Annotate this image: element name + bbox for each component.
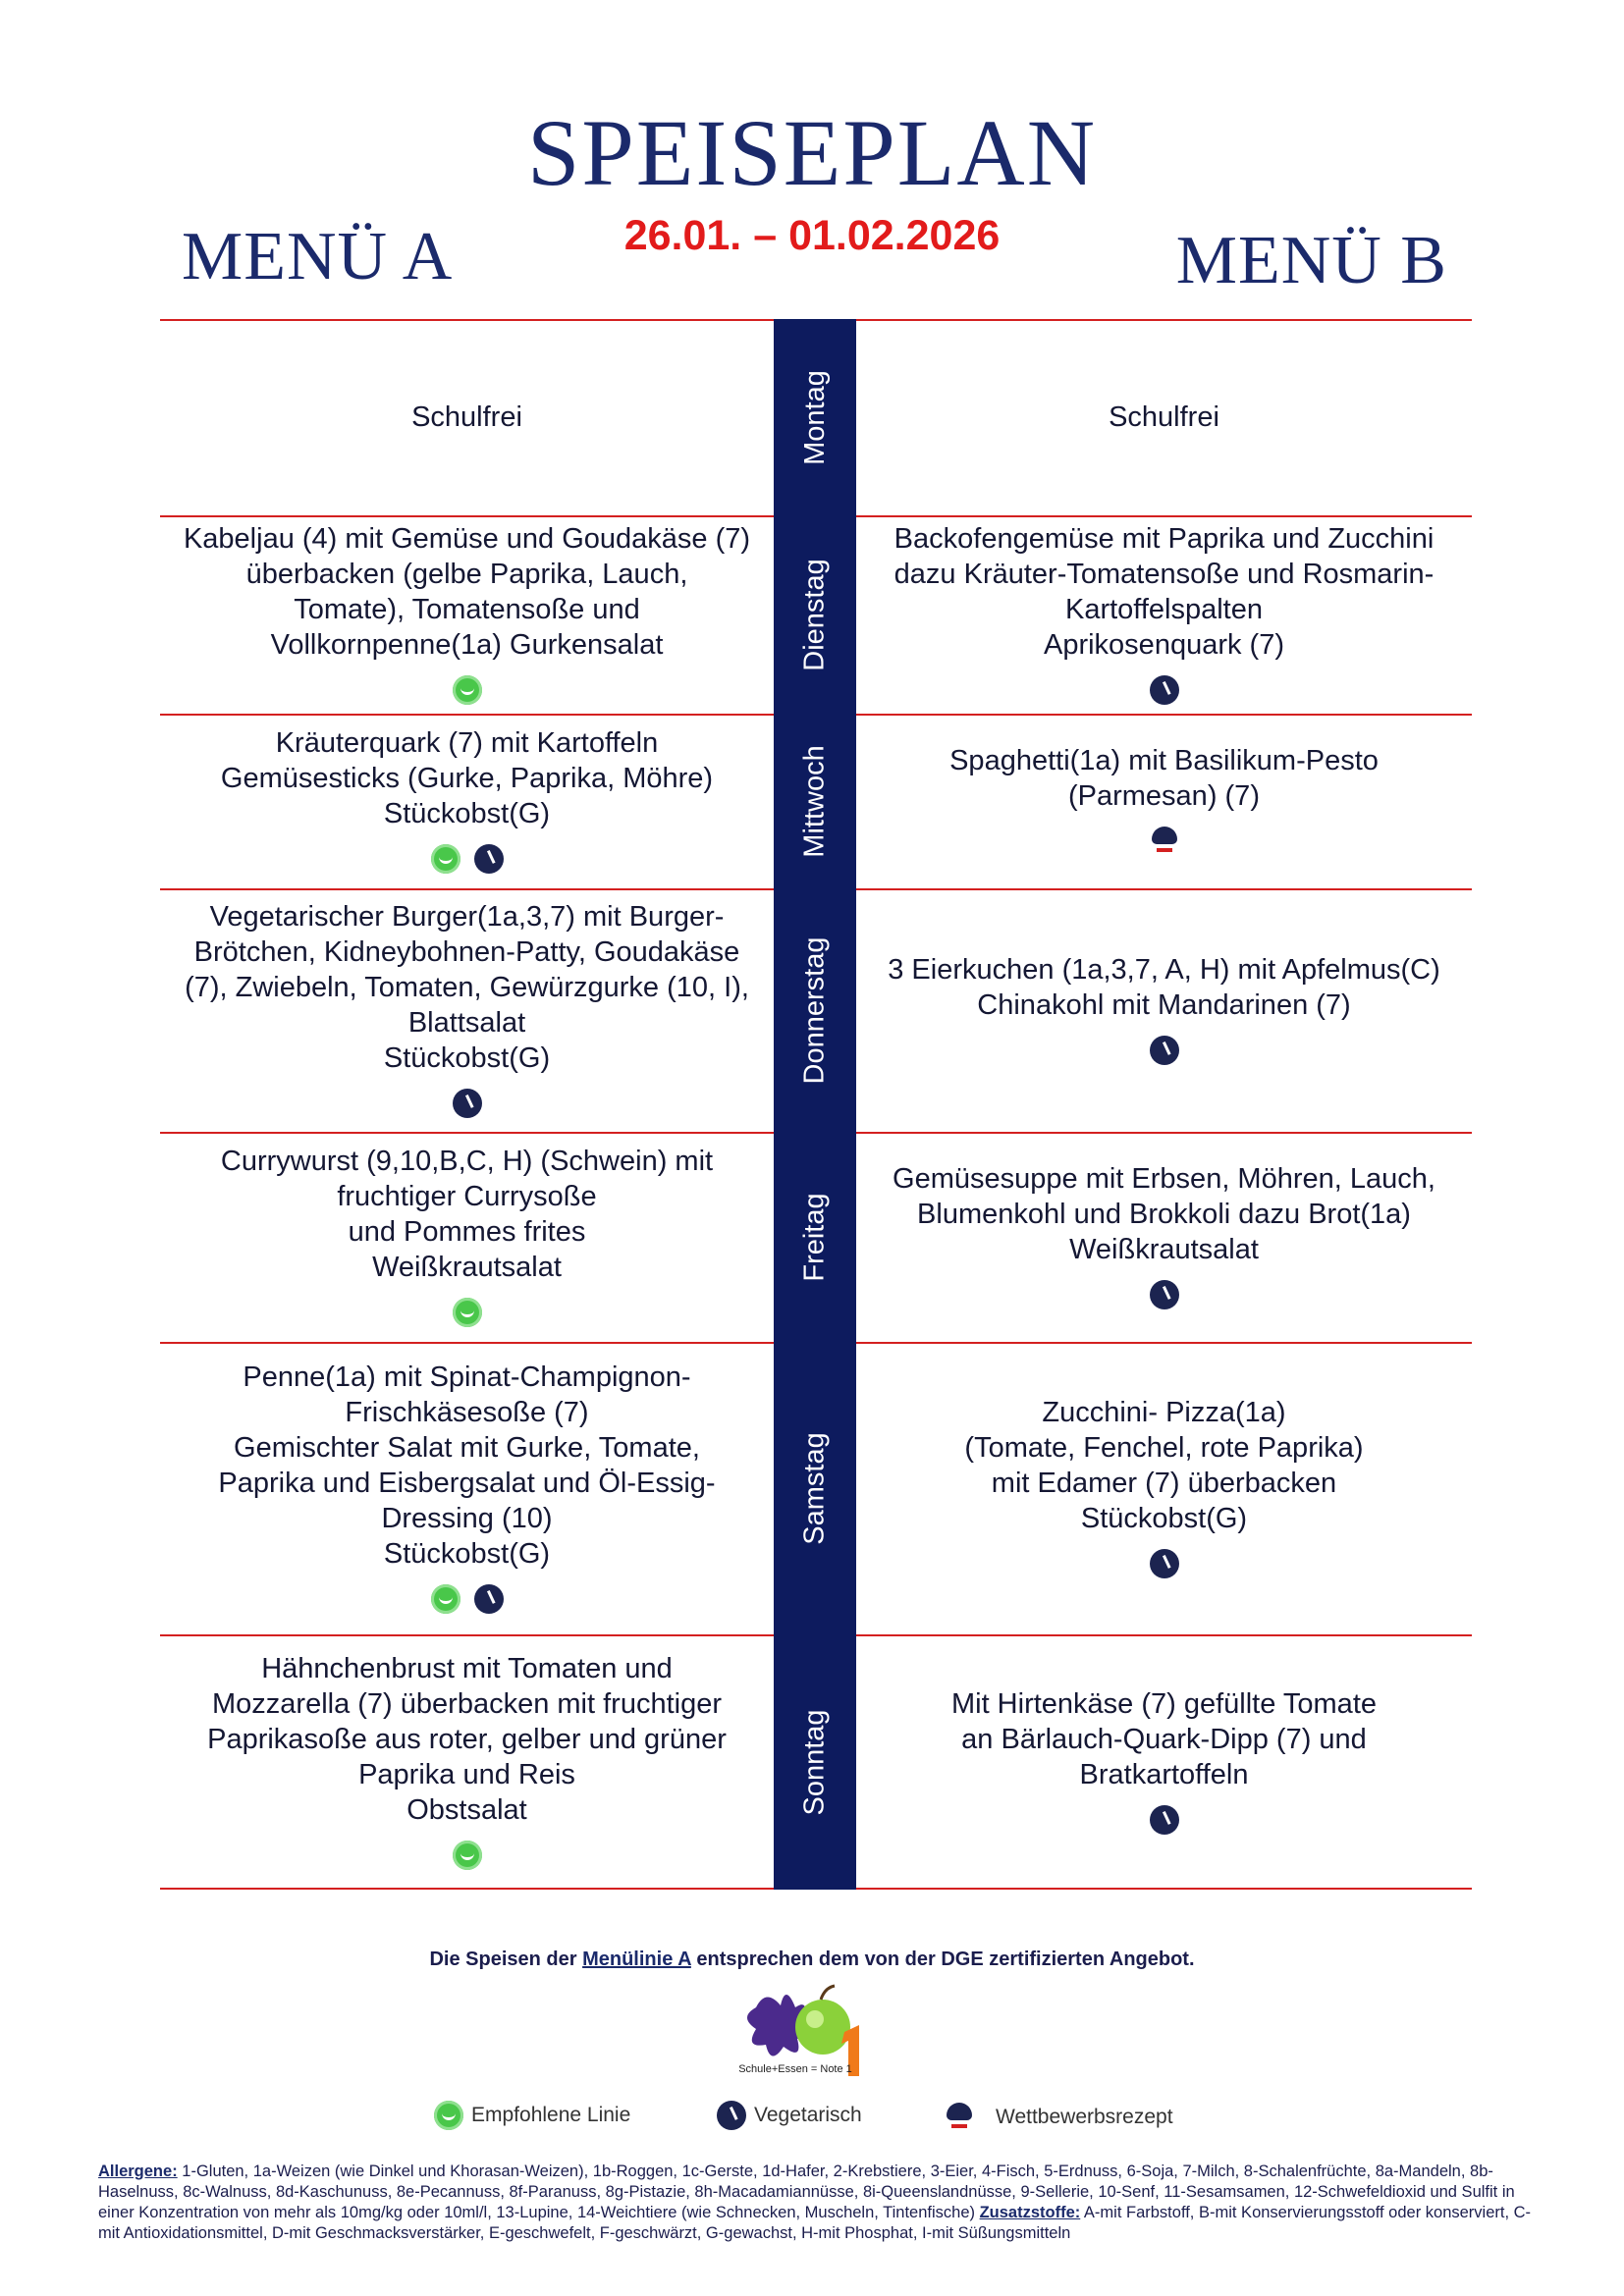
day-name: Sonntag bbox=[798, 1708, 831, 1816]
dish-icons bbox=[431, 841, 504, 877]
additives-text: A-mit Farbstoff, B-mit Konservierungsstoff oder konserviert, C-mit Antioxidationsmittel, D-mit Geschmacksverstärker, E-geschwefelt, F-geschwärzt, G-gewachst, H-mit Phosphat, I-mit Süßungsmitteln bbox=[98, 2204, 1532, 2242]
dish-description: Mit Hirtenkäse (7) gefüllte Tomate an Bärlauch-Quark-Dipp (7) und Bratkartoffeln bbox=[950, 1688, 1378, 1790]
day-name: Samstag bbox=[798, 1431, 831, 1545]
day-row-samstag bbox=[160, 1342, 1472, 1634]
allergens-text: 1-Gluten, 1a-Weizen (wie Dinkel und Khorasan-Weizen), 1b-Roggen, 1c-Gerste, 1d-Hafer, 2-Krebstiere, 3-Eier, 4-Fisch, 5-Erdnuss, 6-Soja, 7-Milch, 8-Schalenfrüchte, 8a-Mandeln, 8b-Haselnuss, 8c-Walnuss, 8d-Kaschunuss, 8e-Pecannuss, 8f-Paranuss, 8g-Pistazie, 8h-Macadamiannüsse, 8i-Queenslandnüsse, 9-Sellerie, 10-Senf, 11-Sesamsamen, 12-Schwefeldioxid und Sulfit in einer Konzentration von mehr als 10mg/kg oder 10ml/l, 13-Lupine, 14-Weichtiere (wie Schnecken, Muscheln, Tintenfische) bbox=[98, 2163, 1515, 2221]
menu-a-cell bbox=[160, 1342, 774, 1634]
legend-wettbewerb-label: Wettbewerbsrezept bbox=[996, 2106, 1173, 2128]
dish-icons bbox=[1150, 1546, 1179, 1581]
vegetarian-icon bbox=[474, 844, 504, 874]
menu-a-cell bbox=[160, 1634, 774, 1890]
day-label bbox=[774, 1634, 856, 1890]
empfohlen-icon bbox=[453, 1298, 482, 1327]
dish-icons bbox=[453, 672, 482, 708]
allergen-footnote bbox=[98, 2162, 1532, 2244]
day-row-mittwoch bbox=[160, 714, 1472, 888]
vegetarian-icon bbox=[453, 1089, 482, 1118]
vegetarian-icon bbox=[1150, 1036, 1179, 1065]
menu-b-cell bbox=[856, 888, 1472, 1132]
dish-description: Hähnchenbrust mit Tomaten und Mozzarella (7) überbacken mit fruchtiger Paprikasoße aus roter, gelber und grüner Paprika und Reis Obstsalat bbox=[207, 1653, 727, 1826]
empfohlen-icon bbox=[434, 2101, 463, 2130]
day-row-sonntag bbox=[160, 1634, 1472, 1890]
vegetarian-icon bbox=[1150, 1549, 1179, 1578]
dish-description: Gemüsesuppe mit Erbsen, Möhren, Lauch, Blumenkohl und Brokkoli dazu Brot(1a) Weißkrautsalat bbox=[893, 1163, 1435, 1265]
vegetarian-icon bbox=[717, 2101, 746, 2130]
dge-note-suffix: entsprechen dem von der DGE zertifizierten Angebot. bbox=[690, 1949, 1195, 1970]
legend bbox=[0, 2101, 1624, 2140]
dish-description: Penne(1a) mit Spinat-Champignon- Frischkäsesoße (7) Gemischter Salat mit Gurke, Tomate, Paprika und Eisbergsalat und Öl-Essig- Dressing (10) Stückobst(G) bbox=[218, 1362, 716, 1570]
menu-a-cell bbox=[160, 888, 774, 1132]
menu-b-cell bbox=[856, 319, 1472, 515]
legend-wettbewerb bbox=[945, 2101, 1173, 2134]
menu-a-cell bbox=[160, 319, 774, 515]
day-name: Dienstag bbox=[798, 558, 831, 671]
date-range: 26.01. – 01.02.2026 bbox=[623, 212, 1001, 259]
menu-b-cell bbox=[856, 1342, 1472, 1634]
dge-note bbox=[0, 1949, 1624, 1971]
menu-a-heading: MENÜ A bbox=[182, 219, 454, 294]
day-label bbox=[774, 1342, 856, 1634]
empfohlen-icon bbox=[453, 675, 482, 705]
menu-a-cell bbox=[160, 1132, 774, 1342]
day-name: Donnerstag bbox=[798, 936, 831, 1084]
dish-description: Vegetarischer Burger(1a,3,7) mit Burger- Brötchen, Kidneybohnen-Patty, Goudakäse (7), Zwiebeln, Tomaten, Gewürzgurke (10, I), Blattsalat Stückobst(G) bbox=[185, 901, 749, 1074]
menu-b-heading: MENÜ B bbox=[1175, 223, 1447, 298]
dish-icons bbox=[453, 1086, 482, 1121]
menu-b-cell bbox=[856, 714, 1472, 888]
empfohlen-icon bbox=[453, 1841, 482, 1870]
allergens-label: Allergene: bbox=[98, 2163, 178, 2180]
chef-hat-icon bbox=[1150, 825, 1179, 858]
dish-icons bbox=[453, 1295, 482, 1330]
menu-b-cell bbox=[856, 1132, 1472, 1342]
day-row-montag bbox=[160, 319, 1472, 515]
row-divider bbox=[856, 1888, 1472, 1890]
menu-a-cell bbox=[160, 714, 774, 888]
vegetarian-icon bbox=[474, 1584, 504, 1614]
logo-caption: Schule+Essen = Note 1 bbox=[738, 2063, 852, 2075]
legend-vegetarisch bbox=[717, 2101, 862, 2130]
legend-empfohlen bbox=[434, 2101, 630, 2130]
legend-vegetarisch-label: Vegetarisch bbox=[754, 2104, 862, 2126]
day-label bbox=[774, 319, 856, 515]
page-title: SPEISEPLAN bbox=[526, 100, 1098, 205]
vegetarian-icon bbox=[1150, 1280, 1179, 1309]
dish-description: Spaghetti(1a) mit Basilikum-Pesto (Parmesan) (7) bbox=[949, 745, 1379, 812]
dish-description: Kräuterquark (7) mit Kartoffeln Gemüsesticks (Gurke, Paprika, Möhre) Stückobst(G) bbox=[220, 727, 714, 829]
dish-icons bbox=[431, 1581, 504, 1617]
day-name: Montag bbox=[798, 369, 831, 465]
empfohlen-icon bbox=[431, 1584, 460, 1614]
day-label bbox=[774, 888, 856, 1132]
dish-description: Schulfrei bbox=[411, 401, 522, 433]
day-label bbox=[774, 1132, 856, 1342]
day-label bbox=[774, 515, 856, 714]
day-row-donnerstag bbox=[160, 888, 1472, 1132]
day-row-dienstag bbox=[160, 515, 1472, 714]
menu-a-cell bbox=[160, 515, 774, 714]
dish-description: Kabeljau (4) mit Gemüse und Goudakäse (7) überbacken (gelbe Paprika, Lauch, Tomate), Tomatensoße und Vollkornpenne(1a) Gurkensalat bbox=[183, 523, 751, 661]
chef-hat-icon bbox=[945, 2101, 974, 2134]
day-name: Freitag bbox=[798, 1192, 831, 1282]
dish-icons bbox=[1150, 824, 1179, 859]
dish-description: 3 Eierkuchen (1a,3,7, A, H) mit Apfelmus(C) Chinakohl mit Mandarinen (7) bbox=[888, 954, 1440, 1021]
dish-description: Schulfrei bbox=[1109, 401, 1219, 433]
day-row-freitag bbox=[160, 1132, 1472, 1342]
day-label bbox=[774, 714, 856, 888]
vegetarian-icon bbox=[1150, 675, 1179, 705]
dge-note-link: Menülinie A bbox=[582, 1949, 691, 1970]
meal-plan-table bbox=[160, 319, 1472, 1890]
day-name: Mittwoch bbox=[798, 744, 831, 858]
dish-description: Currywurst (9,10,B,C, H) (Schwein) mit fruchtiger Currysoße und Pommes frites Weißkrautsalat bbox=[220, 1146, 714, 1283]
menu-b-cell bbox=[856, 515, 1472, 714]
dge-note-prefix: Die Speisen der bbox=[429, 1949, 583, 1970]
legend-empfohlen-label: Empfohlene Linie bbox=[471, 2104, 631, 2126]
dish-icons bbox=[1150, 1033, 1179, 1068]
menu-b-cell bbox=[856, 1634, 1472, 1890]
vegetarian-icon bbox=[1150, 1805, 1179, 1835]
dish-icons bbox=[453, 1838, 482, 1873]
dish-icons bbox=[1150, 1277, 1179, 1312]
dish-icons bbox=[1150, 1802, 1179, 1838]
dish-description: Zucchini- Pizza(1a) (Tomate, Fenchel, rote Paprika) mit Edamer (7) überbacken Stückobst(G) bbox=[964, 1397, 1364, 1534]
additives-label: Zusatzstoffe: bbox=[979, 2204, 1081, 2221]
row-divider bbox=[160, 1888, 774, 1890]
empfohlen-icon bbox=[431, 844, 460, 874]
dish-description: Backofengemüse mit Paprika und Zucchini dazu Kräuter-Tomatensoße und Rosmarin- Kartoffelspalten Aprikosenquark (7) bbox=[893, 523, 1435, 661]
dish-icons bbox=[1150, 672, 1179, 708]
